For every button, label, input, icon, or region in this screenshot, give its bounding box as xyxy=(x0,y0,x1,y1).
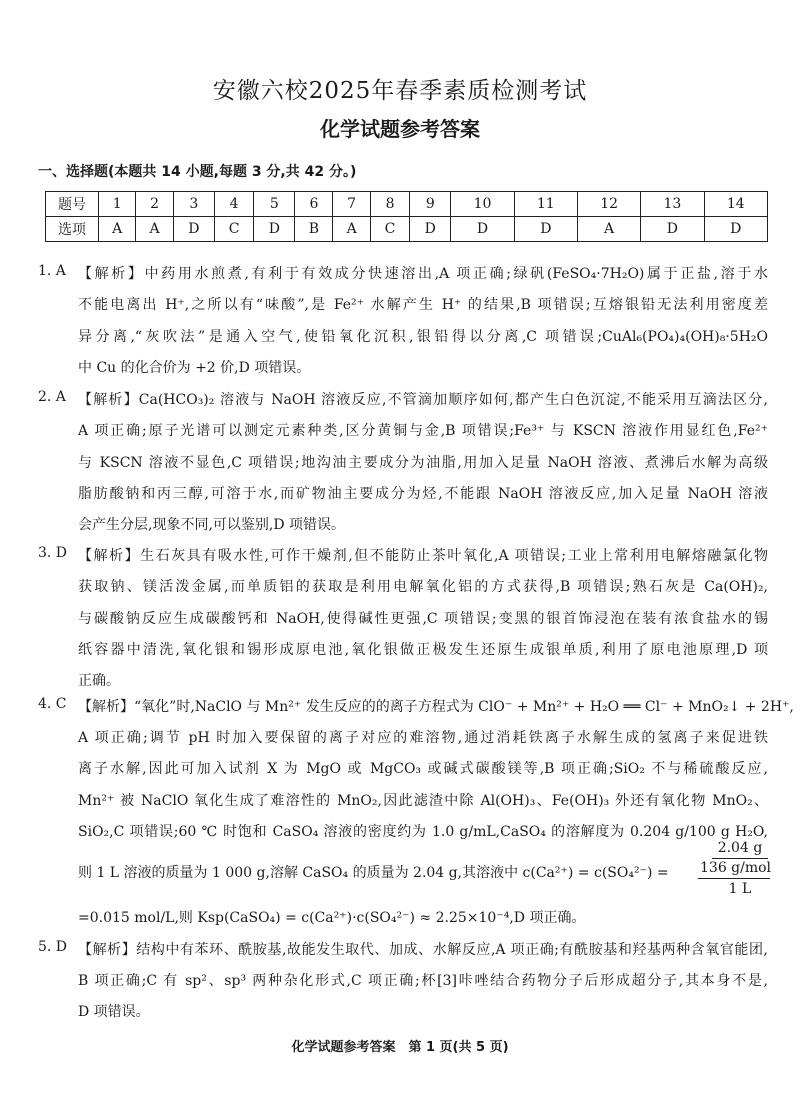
question-number: 11 xyxy=(514,192,577,217)
answer-cell: D xyxy=(410,217,451,242)
table-row-answers xyxy=(46,217,768,242)
answer-cell: D xyxy=(451,217,514,242)
explanation-line: 获取钠、镁活泼金属,而单质铝的获取是利用电解氧化铝的方式获得,B 项错误;熟石灰是 Ca(OH)₂, xyxy=(78,579,768,595)
answer-cell: C xyxy=(214,217,253,242)
answer-cell: D xyxy=(254,217,295,242)
question-number: 5 xyxy=(254,192,295,217)
fraction-bar xyxy=(698,878,770,879)
explanation-line: 纸容器中清洗,氧化银和锡形成原电池,氧化银做正极发生还原生成银单质,利用了原电池原理,D 项 xyxy=(78,642,768,658)
answer-cell: A xyxy=(577,217,640,242)
question-number: 4 xyxy=(214,192,253,217)
fraction-numerator: 2.04 g xyxy=(717,840,763,856)
question-number: 7 xyxy=(333,192,370,217)
table-row-numbers xyxy=(46,192,768,217)
item-label: 2. A xyxy=(38,389,66,405)
explanation-line: 【解析】“氧化”时,NaClO 与 Mn²⁺ 发生反应的的离子方程式为 ClO⁻ + Mn²⁺ + H₂O ══ Cl⁻ + MnO₂↓ + 2H⁺, xyxy=(78,699,794,715)
question-number: 13 xyxy=(641,192,704,217)
question-number: 2 xyxy=(136,192,173,217)
explanation-line: 与 KSCN 溶液不显色,C 项错误;地沟油主要成分为油脂,用加入足量 NaOH 溶液、煮沸后水解为高级 xyxy=(78,455,768,471)
question-number: 9 xyxy=(410,192,451,217)
answer-cell: A xyxy=(99,217,136,242)
explanation-line: Mn²⁺ 被 NaClO 氧化生成了难溶性的 MnO₂,因此滤渣中除 Al(OH)₃、Fe(OH)₃ 外还有氧化物 MnO₂、 xyxy=(78,793,768,809)
question-number: 14 xyxy=(704,192,767,217)
explanation-line: 离子水解,因此可加入试剂 X 为 MgO 或 MgCO₃ 或碱式碳酸镁等,B 项正确;SiO₂ 不与稀硫酸反应, xyxy=(78,761,768,777)
answer-table xyxy=(45,191,768,242)
answer-cell: D xyxy=(514,217,577,242)
answer-cell: D xyxy=(641,217,704,242)
explanation-line: 【解析】Ca(HCO₃)₂ 溶液与 NaOH 溶液反应,不管滴加顺序如何,都产生白色沉淀,不能采用互滴法区分, xyxy=(78,392,768,408)
explanation-line: 【解析】中药用水煎煮,有利于有效成分快速溶出,A 项正确;绿矾(FeSO₄·7H₂O)属于正盐,溶于水 xyxy=(78,266,768,282)
document-title: 安徽六校2025年春季素质检测考试 xyxy=(212,78,588,104)
explanation-line: 异分离,“灰吹法”是通入空气,使铅氧化沉积,银铅得以分离,C 项错误;CuAl₆(PO₄)₄(OH)₈·5H₂O xyxy=(78,329,768,345)
fraction-bar xyxy=(712,858,768,859)
answer-cell: B xyxy=(295,217,333,242)
item-label: 5. D xyxy=(38,939,68,955)
explanation-line: 【解析】结构中有苯环、酰胺基,故能发生取代、加成、水解反应,A 项正确;有酰胺基和羟基两种含氧官能团, xyxy=(78,942,768,958)
explanation-line: A 项正确;原子光谱可以测定元素种类,区分黄铜与金,B 项错误;Fe³⁺ 与 KSCN 溶液作用显红色,Fe²⁺ xyxy=(78,423,768,439)
section-heading: 一、选择题(本题共 14 小题,每题 3 分,共 42 分。) xyxy=(38,164,357,180)
answer-cell: D xyxy=(173,217,214,242)
explanation-line: 不能电离出 H⁺,之所以有“味酸”,是 Fe²⁺ 水解产生 H⁺ 的结果,B 项错误;互熔银铅无法利用密度差 xyxy=(78,297,768,313)
explanation-line: D 项错误。 xyxy=(78,1004,150,1020)
document-subtitle: 化学试题参考答案 xyxy=(320,117,480,141)
answer-cell: A xyxy=(136,217,173,242)
item-label: 3. D xyxy=(38,545,68,561)
explanation-line: 脂肪酸钠和丙三醇,可溶于水,而矿物油主要成分为烃,不能跟 NaOH 溶液反应,加入足量 NaOH 溶液 xyxy=(78,486,768,502)
explanation-line: A 项正确;调节 pH 时加入要保留的离子对应的难溶物,通过消耗铁离子水解生成的氢离子来促进铁 xyxy=(78,730,768,746)
row-label: 题号 xyxy=(46,192,99,217)
fraction-molar-mass: 136 g/mol xyxy=(700,860,772,876)
answer-cell: C xyxy=(370,217,409,242)
answer-cell: A xyxy=(333,217,370,242)
explanation-line: SiO₂,C 项错误;60 ℃ 时饱和 CaSO₄ 溶液的密度约为 1.0 g/mL,CaSO₄ 的溶解度为 0.204 g/100 g H₂O, xyxy=(78,824,768,840)
question-number: 12 xyxy=(577,192,640,217)
page-footer: 化学试题参考答案 第 1 页(共 5 页) xyxy=(291,1040,509,1055)
answer-cell: D xyxy=(704,217,767,242)
explanation-line: 则 1 L 溶液的质量为 1 000 g,溶解 CaSO₄ 的质量为 2.04 g,其溶液中 c(Ca²⁺) = c(SO₄²⁻) = xyxy=(78,865,669,881)
explanation-line: 正确。 xyxy=(78,673,120,689)
item-label: 4. C xyxy=(38,696,67,712)
fraction-denominator: 1 L xyxy=(728,881,752,897)
explanation-line: 会产生分层,现象不同,可以鉴别,D 项错误。 xyxy=(78,517,346,533)
question-number: 6 xyxy=(295,192,333,217)
explanation-line: 与碳酸钠反应生成碳酸钙和 NaOH,使得碱性更强,C 项错误;变黑的银首饰浸泡在装有浓食盐水的锡 xyxy=(78,611,768,627)
explanation-line: 【解析】生石灰具有吸水性,可作干燥剂,但不能防止茶叶氧化,A 项错误;工业上常利用电解熔融氯化物 xyxy=(78,548,768,564)
question-number: 1 xyxy=(99,192,136,217)
question-number: 8 xyxy=(370,192,409,217)
item-label: 1. A xyxy=(38,263,66,279)
row-label: 选项 xyxy=(46,217,99,242)
explanation-line: =0.015 mol/L,则 Ksp(CaSO₄) = c(Ca²⁺)·c(SO₄²⁻) ≈ 2.25×10⁻⁴,D 项正确。 xyxy=(78,910,586,926)
question-number: 10 xyxy=(451,192,514,217)
explanation-line: 中 Cu 的化合价为 +2 价,D 项错误。 xyxy=(78,360,311,376)
question-number: 3 xyxy=(173,192,214,217)
explanation-line: B 项正确;C 有 sp²、sp³ 两种杂化形式,C 项正确;杯[3]咔唑结合药物分子后形成超分子,其本身不是, xyxy=(78,973,768,989)
